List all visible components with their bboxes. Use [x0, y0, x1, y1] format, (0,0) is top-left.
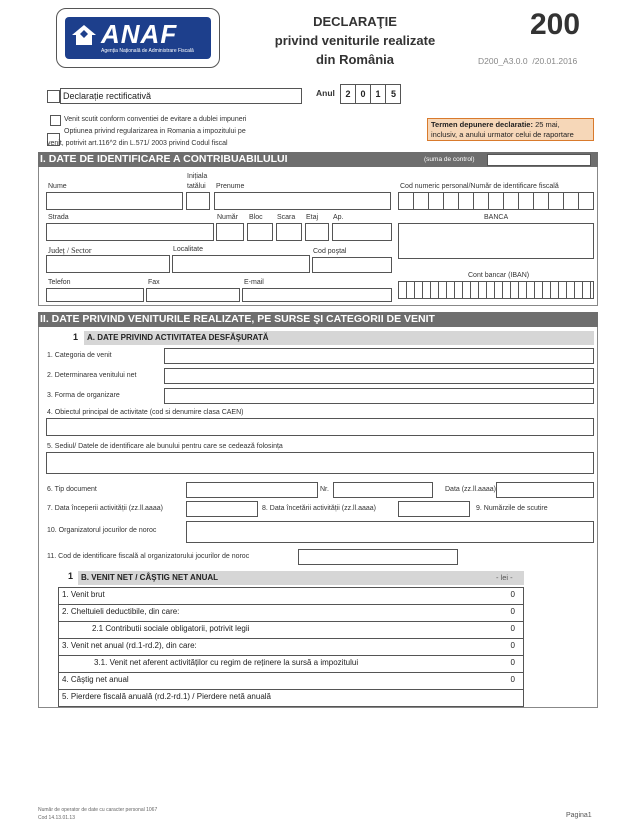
year-label: Anul [316, 88, 335, 98]
ap-input[interactable] [332, 223, 392, 241]
optiune-label-1: Optiunea privind regularizarea in Romania a impozitului pe [64, 128, 246, 135]
data-incetare-input[interactable] [398, 501, 470, 517]
subsection-b-title: B. VENIT NET / CÂŞTIG NET ANUAL [78, 571, 524, 585]
control-sum-label: (suma de control) [424, 156, 475, 163]
etaj-input[interactable] [305, 223, 329, 241]
field-10-label: 10. Organizatorul jocurilor de noroc [47, 527, 157, 534]
table-row [58, 622, 524, 639]
title [250, 12, 460, 69]
strada-label: Strada [48, 214, 69, 221]
rectificativa-label: Declarație rectificativă [63, 91, 152, 101]
title-line-2: privind veniturile realizate [274, 33, 436, 48]
table-row [58, 588, 524, 605]
cod-postal-input[interactable] [312, 257, 392, 273]
bloc-input[interactable] [247, 223, 273, 241]
obiect-activitate-input[interactable] [46, 418, 594, 436]
row-label: 3. Venit net anual (rd.1-rd.2), din care: [62, 641, 197, 650]
control-sum-input[interactable] [487, 154, 591, 166]
localitate-label: Localitate [173, 246, 203, 253]
row-label: 4. Câştig net anual [62, 675, 129, 684]
table-row [58, 673, 524, 690]
subsection-b-number: 1 [68, 571, 74, 581]
judet-input[interactable] [46, 255, 170, 273]
table-row [58, 639, 524, 656]
scara-input[interactable] [276, 223, 302, 241]
subsection-a-title: A. DATE PRIVIND ACTIVITATEA DESFĂŞURATĂ [84, 331, 594, 345]
deadline-day: 25 mai, [535, 120, 560, 129]
cif-organizator-input[interactable] [298, 549, 458, 565]
title-line-3: din România [315, 52, 394, 67]
form-code: D200_A3.0.0 /20.01.2016 [478, 56, 578, 66]
field-9-label: 9. Numărzile de scutire [476, 505, 548, 512]
tip-document-input[interactable] [186, 482, 318, 498]
row-value[interactable]: 0 [510, 675, 515, 684]
footer-operator: Număr de operator de date cu caracter personal 1067 [38, 807, 158, 813]
numar-input[interactable] [216, 223, 244, 241]
telefon-input[interactable] [46, 288, 144, 302]
fax-input[interactable] [146, 288, 240, 302]
sediul-input[interactable] [46, 452, 594, 474]
cod-postal-label: Cod poştal [313, 248, 347, 255]
initiala-label-2: tatălui [187, 183, 206, 190]
etaj-label: Etaj [306, 214, 319, 221]
field-4-label: 4. Obiectul principal de activitate (cod si denumire clasa CAEN) [47, 409, 244, 416]
row-label: 3.1. Venit net aferent activităților cu regim de reținere la sursă a impozitului [94, 658, 359, 667]
nume-label: Nume [48, 183, 67, 190]
email-label: E-mail [244, 279, 264, 286]
prenume-input[interactable] [214, 192, 391, 210]
field-3-label: 3. Forma de organizare [47, 392, 120, 399]
deadline-title: Termen depunere declaratie: [431, 120, 533, 129]
year-digit[interactable]: 5 [390, 89, 396, 99]
nume-input[interactable] [46, 192, 183, 210]
section-2-title: II. DATE PRIVIND VENITURILE REALIZATE, PE SURSE ŞI CATEGORII DE VENIT [38, 312, 598, 327]
deadline-notice [427, 118, 594, 141]
nr-label: Nr. [320, 486, 329, 493]
footer-code: Cod 14.13.01.13 [38, 815, 75, 821]
data-input[interactable] [496, 482, 594, 498]
row-label: 2.1 Contributii sociale obligatorii, potrivit legii [92, 624, 250, 633]
fax-label: Fax [148, 279, 160, 286]
row-value[interactable]: 0 [510, 590, 515, 599]
scutit-checkbox[interactable] [50, 115, 61, 126]
scara-label: Scara [277, 214, 296, 221]
iban-label: Cont bancar (IBAN) [468, 272, 530, 279]
logo-box [65, 17, 211, 59]
strada-input[interactable] [46, 223, 214, 241]
rectificativa-field [60, 88, 302, 104]
row-label: 2. Cheltuieli deductibile, din care: [62, 607, 180, 616]
year-digit[interactable]: 2 [341, 85, 356, 103]
prenume-label: Prenume [216, 183, 245, 190]
data-inceput-input[interactable] [186, 501, 258, 517]
determinare-venit-input[interactable] [164, 368, 594, 384]
cnp-input[interactable] [398, 192, 594, 210]
row-label: 1. Venit brut [62, 590, 105, 599]
anaf-logo [56, 8, 220, 68]
email-input[interactable] [242, 288, 392, 302]
title-line-1: DECLARAŢIE [313, 14, 397, 29]
organizator-input[interactable] [186, 521, 594, 543]
bloc-label: Bloc [249, 214, 263, 221]
ap-label: Ap. [333, 214, 344, 221]
optiune-label-2: venit, potrivit art.116^2 din L.571/ 2003 privind Codul fiscal [47, 140, 228, 147]
iban-input[interactable] [398, 281, 594, 299]
initiala-input[interactable] [186, 192, 210, 210]
row-label: 5. Pierdere fiscală anuală (rd.2-rd.1) / Pierdere netă anuală [62, 692, 272, 701]
field-11-label: 11. Cod de identificare fiscală al organizatorului jocurilor de noroc [47, 553, 250, 560]
form-number: 200 [530, 8, 581, 41]
page-number: Pagina1 [566, 812, 592, 819]
scutit-label: Venit scutit conform conventiei de evitare a dublei impuneri [64, 116, 247, 123]
field-1-label: 1. Categoria de venit [47, 352, 112, 359]
localitate-input[interactable] [172, 255, 310, 273]
row-value[interactable]: 0 [510, 658, 515, 667]
section-1-title: I. DATE DE IDENTIFICARE A CONTRIBUABILULUI [38, 152, 598, 167]
year-digit[interactable]: 1 [371, 85, 386, 103]
judet-label: Județ / Sector [48, 246, 92, 255]
row-value[interactable]: 0 [510, 624, 515, 633]
nr-input[interactable] [333, 482, 433, 498]
year-field [340, 84, 401, 104]
table-row [58, 656, 524, 673]
initiala-label-1: Inițiala [187, 173, 208, 180]
cnp-label: Cod numeric personal/Număr de identificare fiscală [400, 183, 559, 190]
logo-subtitle: Agenția Națională de Administrare Fiscală [101, 48, 194, 54]
table-row [58, 690, 524, 707]
rectificativa-checkbox[interactable] [47, 90, 60, 103]
field-8-label: 8. Data încetării activității (zz.ll.aaaa) [262, 505, 376, 512]
forma-organizare-input[interactable] [164, 388, 594, 404]
field-7-label: 7. Data începerii activității (zz.ll.aaaa) [47, 505, 163, 512]
logo-text: ANAF [101, 19, 178, 49]
banca-input[interactable] [398, 223, 594, 259]
numar-label: Număr [217, 214, 239, 221]
telefon-label: Telefon [48, 279, 71, 286]
table-row [58, 605, 524, 622]
banca-label: BANCA [484, 214, 509, 221]
field-5-label: 5. Sediul/ Datele de identificare ale bunului pentru care se cedează folosința [47, 443, 283, 450]
subsection-a-number: 1 [73, 332, 79, 342]
field-6-label: 6. Tip document [47, 486, 97, 493]
categoria-venit-input[interactable] [164, 348, 594, 364]
row-value[interactable]: 0 [510, 607, 515, 616]
deadline-detail: inclusiv, a anului urmator celui de raportare [431, 130, 574, 139]
house-icon [71, 23, 97, 47]
year-digit[interactable]: 0 [356, 85, 371, 103]
data-label: Data (zz.ll.aaaa) [445, 486, 496, 493]
currency-label: - lei - [496, 573, 513, 582]
field-2-label: 2. Determinarea venitului net [47, 372, 137, 379]
row-value[interactable]: 0 [510, 641, 515, 650]
